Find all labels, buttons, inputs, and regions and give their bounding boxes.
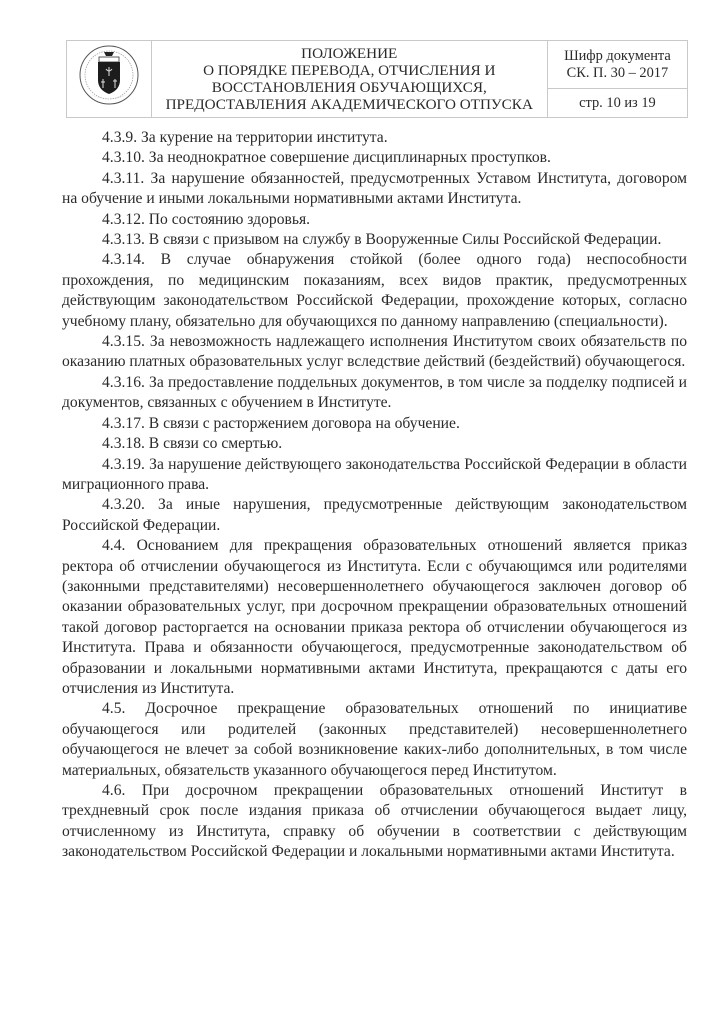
paragraph-4-3-16: 4.3.16. За предоставление поддельных документов, в том числе за подделку подписей и документов, связанных с обучением в Институте. [62,373,687,412]
paragraph-4-6: 4.6. При досрочном прекращении образовательных отношений Институт в трехдневный срок после издания приказа об отчислении обучающегося выдает лицу, отчисленному из Института, справку об обучении в соответствии с действующим законодательством Российской Федерации и локальными нормативными актами Института. [62,782,687,861]
document-body [62,128,687,863]
paragraph-4-3-14: 4.3.14. В случае обнаружения стойкой (более одного года) неспособности прохождения, по медицинским показаниям, всех видов практик, предусмотренных действующим законодательством Российской Федерации, прохождение которых, согласно учебному плану, обязательно для обучающихся по данному направлению (специальности). [62,251,687,330]
document-code-cell [547,41,687,89]
title-line: ВОССТАНОВЛЕНИЯ ОБУЧАЮЩИХСЯ, [211,79,487,96]
paragraph-4-3-19: 4.3.19. За нарушение действующего законодательства Российской Федерации в области миграционного права. [62,455,687,493]
paragraph-4-3-12: 4.3.12. По состоянию здоровья. [102,210,311,228]
paragraph-4-3-11: 4.3.11. За нарушение обязанностей, предусмотренных Уставом Института, договором на обучение и иными локальными нормативными актами Института. [62,169,687,208]
paragraph-4-4: 4.4. Основанием для прекращения образовательных отношений является приказ ректора об отчислении обучающегося из Института. Если с обучающимся или родителями (законными представителями) несовершеннолетнего обучающегося заключен договор об оказании образовательных услуг, при досрочном прекращении образовательных отношений такой договор расторгается на основании приказа ректора об отчислении обучающегося из Института. Права и обязанности обучающегося, предусмотренные законодательством об образовании и локальными нормативными актами Института, прекращаются с даты его отчисления из Института. [62,537,687,697]
paragraph-4-3-10: 4.3.10. За неоднократное совершение дисциплинарных проступков. [102,149,551,167]
document-title [151,41,547,118]
title-line: ПОЛОЖЕНИЕ [301,45,398,62]
logo-cell [67,41,152,118]
paragraph-4-5: 4.5. Досрочное прекращение образовательных отношений по инициативе обучающегося или родителей (законных представителей) несовершеннолетнего обучающегося не влечет за собой возникновение каких-либо дополнительных, в том числе материальных, обязательств указанного обучающегося перед Институтом. [62,700,687,779]
document-code-value: СК. П. 30 – 2017 [566,64,669,81]
paragraph-4-3-15: 4.3.15. За невозможность надлежащего исполнения Институтом своих обязательств по оказанию платных образовательных услуг вследствие действий (бездействий) обучающегося. [62,333,687,371]
page-number: стр. 10 из 19 [579,94,656,111]
paragraph-4-3-17: 4.3.17. В связи с расторжением договора на обучение. [102,414,460,432]
paragraph-4-3-20: 4.3.20. За иные нарушения, предусмотренные действующим законодательством Российской Федерации. [62,496,687,534]
title-line: ПРЕДОСТАВЛЕНИЯ АКАДЕМИЧЕСКОГО ОТПУСКА [165,96,533,113]
page-number-cell [547,89,687,118]
document-header [66,40,688,118]
title-line: О ПОРЯДКЕ ПЕРЕВОДА, ОТЧИСЛЕНИЯ И [203,62,496,79]
paragraph-4-3-18: 4.3.18. В связи со смертью. [102,435,283,453]
institute-emblem-icon [74,42,144,112]
paragraph-4-3-13: 4.3.13. В связи с призывом на службу в Вооруженные Силы Российской Федерации. [102,231,662,249]
document-code-label: Шифр документа [564,48,671,64]
paragraph-4-3-9: 4.3.9. За курение на территории института. [102,129,388,146]
